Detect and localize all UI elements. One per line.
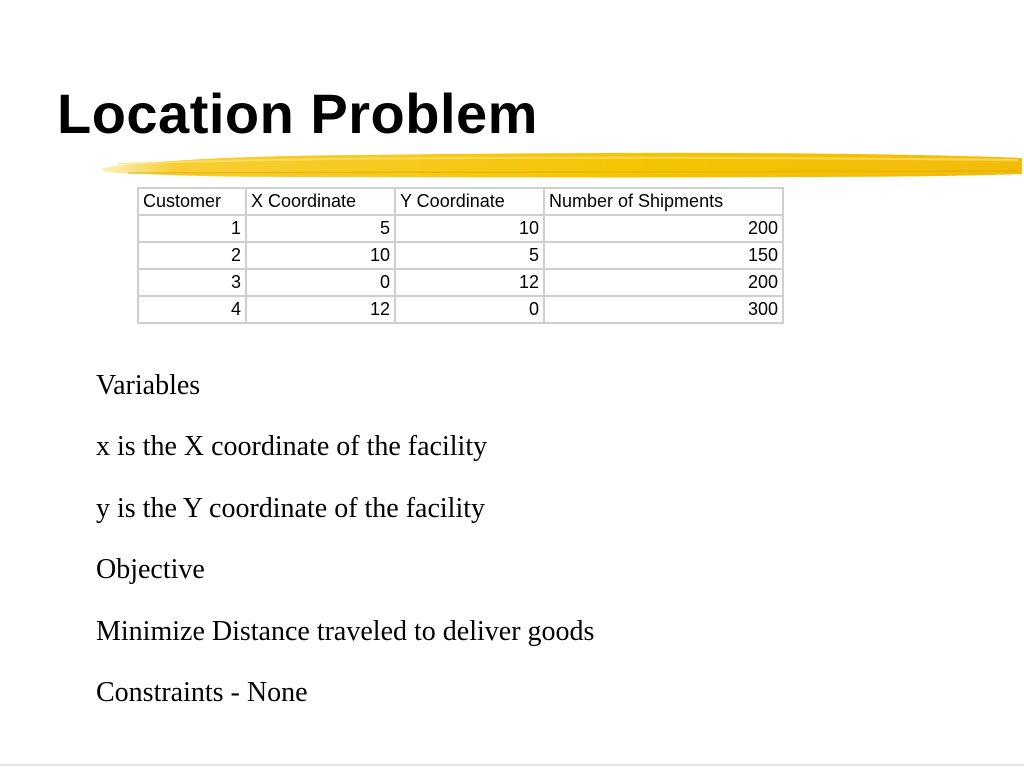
table-cell: 5: [246, 215, 395, 242]
table-cell: 10: [395, 215, 544, 242]
body-line-variables-heading: Variables: [96, 370, 201, 401]
body-line-objective-heading: Objective: [96, 554, 205, 586]
body-line-y-definition: y is the Y coordinate of the facility: [96, 492, 486, 524]
table-cell: 4: [138, 296, 246, 323]
column-header-customer: Customer: [138, 188, 246, 215]
table-cell: 10: [246, 242, 395, 269]
table-cell: 1: [138, 215, 246, 242]
column-header-x-coordinate: X Coordinate: [246, 188, 395, 215]
shipments-table: [137, 187, 784, 324]
table-row: [138, 242, 783, 269]
table-row: [138, 215, 783, 242]
table-header-row: [138, 188, 783, 215]
body-line-x-definition: x is the X coordinate of the facility: [96, 431, 488, 463]
table-row: [138, 269, 783, 296]
column-header-y-coordinate: Y Coordinate: [395, 188, 544, 215]
table-cell: 150: [544, 242, 783, 269]
column-header-number-of-shipments: Number of Shipments: [544, 188, 783, 215]
bottom-divider: [0, 764, 1024, 766]
table-cell: 12: [395, 269, 544, 296]
table-cell: 200: [544, 269, 783, 296]
table-cell: 2: [138, 242, 246, 269]
table-cell: 300: [544, 296, 783, 323]
table-cell: 200: [544, 215, 783, 242]
table-cell: 0: [246, 269, 395, 296]
table-cell: 3: [138, 269, 246, 296]
table-cell: 0: [395, 296, 544, 323]
shipments-table-wrap: [137, 187, 784, 324]
slide-body: [96, 368, 594, 736]
table-cell: 12: [246, 296, 395, 323]
body-line-constraints: Constraints - None: [96, 676, 308, 708]
highlighter-stroke: [98, 144, 1024, 188]
body-line-objective: Minimize Distance traveled to deliver goods: [96, 615, 595, 647]
table-cell: 5: [395, 242, 544, 269]
slide-title: Location Problem: [57, 82, 538, 145]
table-row: [138, 296, 783, 323]
